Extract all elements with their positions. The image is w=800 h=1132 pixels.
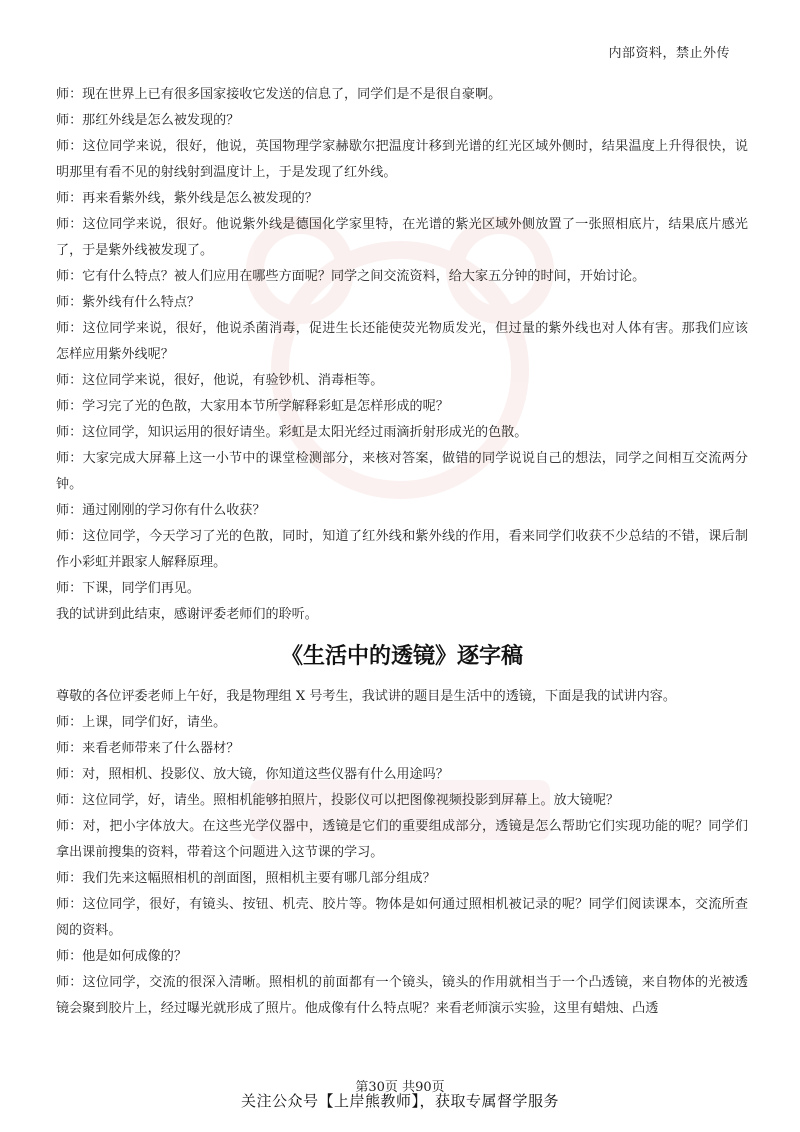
transcript-line: 师：对，照相机、投影仪、放大镜，你知道这些仪器有什么用途吗？ xyxy=(56,767,449,782)
transcript-line: 师：这位同学，好，请坐。照相机能够拍照片，投影仪可以把图像视频投影到屏幕上。放大镜呢？ xyxy=(56,793,620,808)
transcript-line: 师：我们先来这幅照相机的剖面图，照相机主要有哪几部分组成？ xyxy=(56,871,436,886)
transcript-line: 尊敬的各位评委老师上午好，我是物理组 X 号考生，我试讲的题目是生活中的透镜，下面是我的试讲内容。 xyxy=(56,689,676,704)
transcript-line: 师：现在世界上已有很多国家接收它发送的信息了，同学们是不是很自豪啊。 xyxy=(56,87,502,102)
transcript-part-2 xyxy=(56,684,748,1022)
transcript-line: 师：对，把小字体放大。在这些光学仪器中，透镜是它们的重要组成部分，透镜是怎么帮助它们实现功能的呢？同学们拿出课前搜集的资料，带着这个问题进入这节课的学习。 xyxy=(56,819,748,860)
transcript-line: 师：这位同学来说，很好。他说紫外线是德国化学家里特，在光谱的紫光区域外侧放置了一张照相底片，结果底片感光了，于是紫外线被发现了。 xyxy=(56,217,748,258)
transcript-line: 师：学习完了光的色散，大家用本节所学解释彩虹是怎样形成的呢？ xyxy=(56,399,449,414)
transcript-line: 师：那红外线是怎么被发现的？ xyxy=(56,113,240,128)
transcript-line: 师：这位同学来说，很好，他说杀菌消毒，促进生长还能使荧光物质发光，但过量的紫外线也对人体有害。那我们应该怎样应用紫外线呢？ xyxy=(56,321,748,362)
transcript-line: 师：再来看紫外线，紫外线是怎么被发现的？ xyxy=(56,191,318,206)
transcript-line: 我的试讲到此结束，感谢评委老师们的聆听。 xyxy=(56,607,318,622)
transcript-line: 师：紫外线有什么特点？ xyxy=(56,295,201,310)
transcript-line: 师：这位同学来说，很好，他说，有验钞机、消毒柜等。 xyxy=(56,373,384,388)
section-title: 《生活中的透镜》逐字稿 xyxy=(280,644,523,669)
transcript-line: 师：它有什么特点？被人们应用在哪些方面呢？同学之间交流资料，给大家五分钟的时间，开始讨论。 xyxy=(56,269,646,284)
confidential-note: 内部资料，禁止外传 xyxy=(608,46,730,61)
transcript-line: 师：通过刚刚的学习你有什么收获？ xyxy=(56,503,266,518)
transcript-line: 师：上课，同学们好，请坐。 xyxy=(56,715,227,730)
page-number: 第30页 共90页 xyxy=(355,1080,445,1095)
transcript-line: 师：这位同学，知识运用的很好请坐。彩虹是太阳光经过雨滴折射形成光的色散。 xyxy=(56,425,528,440)
transcript-line: 师：这位同学，交流的很深入清晰。照相机的前面都有一个镜头，镜头的作用就相当于一个凸透镜，来自物体的光被透镜会聚到胶片上，经过曝光就形成了照片。他成像有什么特点呢？来看老师演示实验，这里有蜡烛、凸透 xyxy=(56,975,748,1016)
transcript-line: 师：这位同学，今天学习了光的色散，同时，知道了红外线和紫外线的作用，看来同学们收获不少总结的不错，课后制作小彩虹并跟家人解释原理。 xyxy=(56,529,748,570)
transcript-line: 师：大家完成大屏幕上这一小节中的课堂检测部分，来核对答案，做错的同学说说自己的想法，同学之间相互交流两分钟。 xyxy=(56,451,748,492)
transcript-line: 师：下课，同学们再见。 xyxy=(56,581,201,596)
transcript-part-1 xyxy=(56,82,748,628)
transcript-line: 师：这位同学来说，很好，他说，英国物理学家赫歇尔把温度计移到光谱的红光区域外侧时，结果温度上升得很快，说明那里有看不见的射线射到温度计上，于是发现了红外线。 xyxy=(56,139,748,180)
transcript-line: 师：来看老师带来了什么器材？ xyxy=(56,741,240,756)
footer-notice: 关注公众号【上岸熊教师】，获取专属督学服务 xyxy=(240,1092,559,1110)
main-content xyxy=(56,82,748,1022)
transcript-line: 师：他是如何成像的？ xyxy=(56,949,187,964)
transcript-line: 师：这位同学，很好，有镜头、按钮、机壳、胶片等。物体是如何通过照相机被记录的呢？同学们阅读课本，交流所查阅的资料。 xyxy=(56,897,748,938)
